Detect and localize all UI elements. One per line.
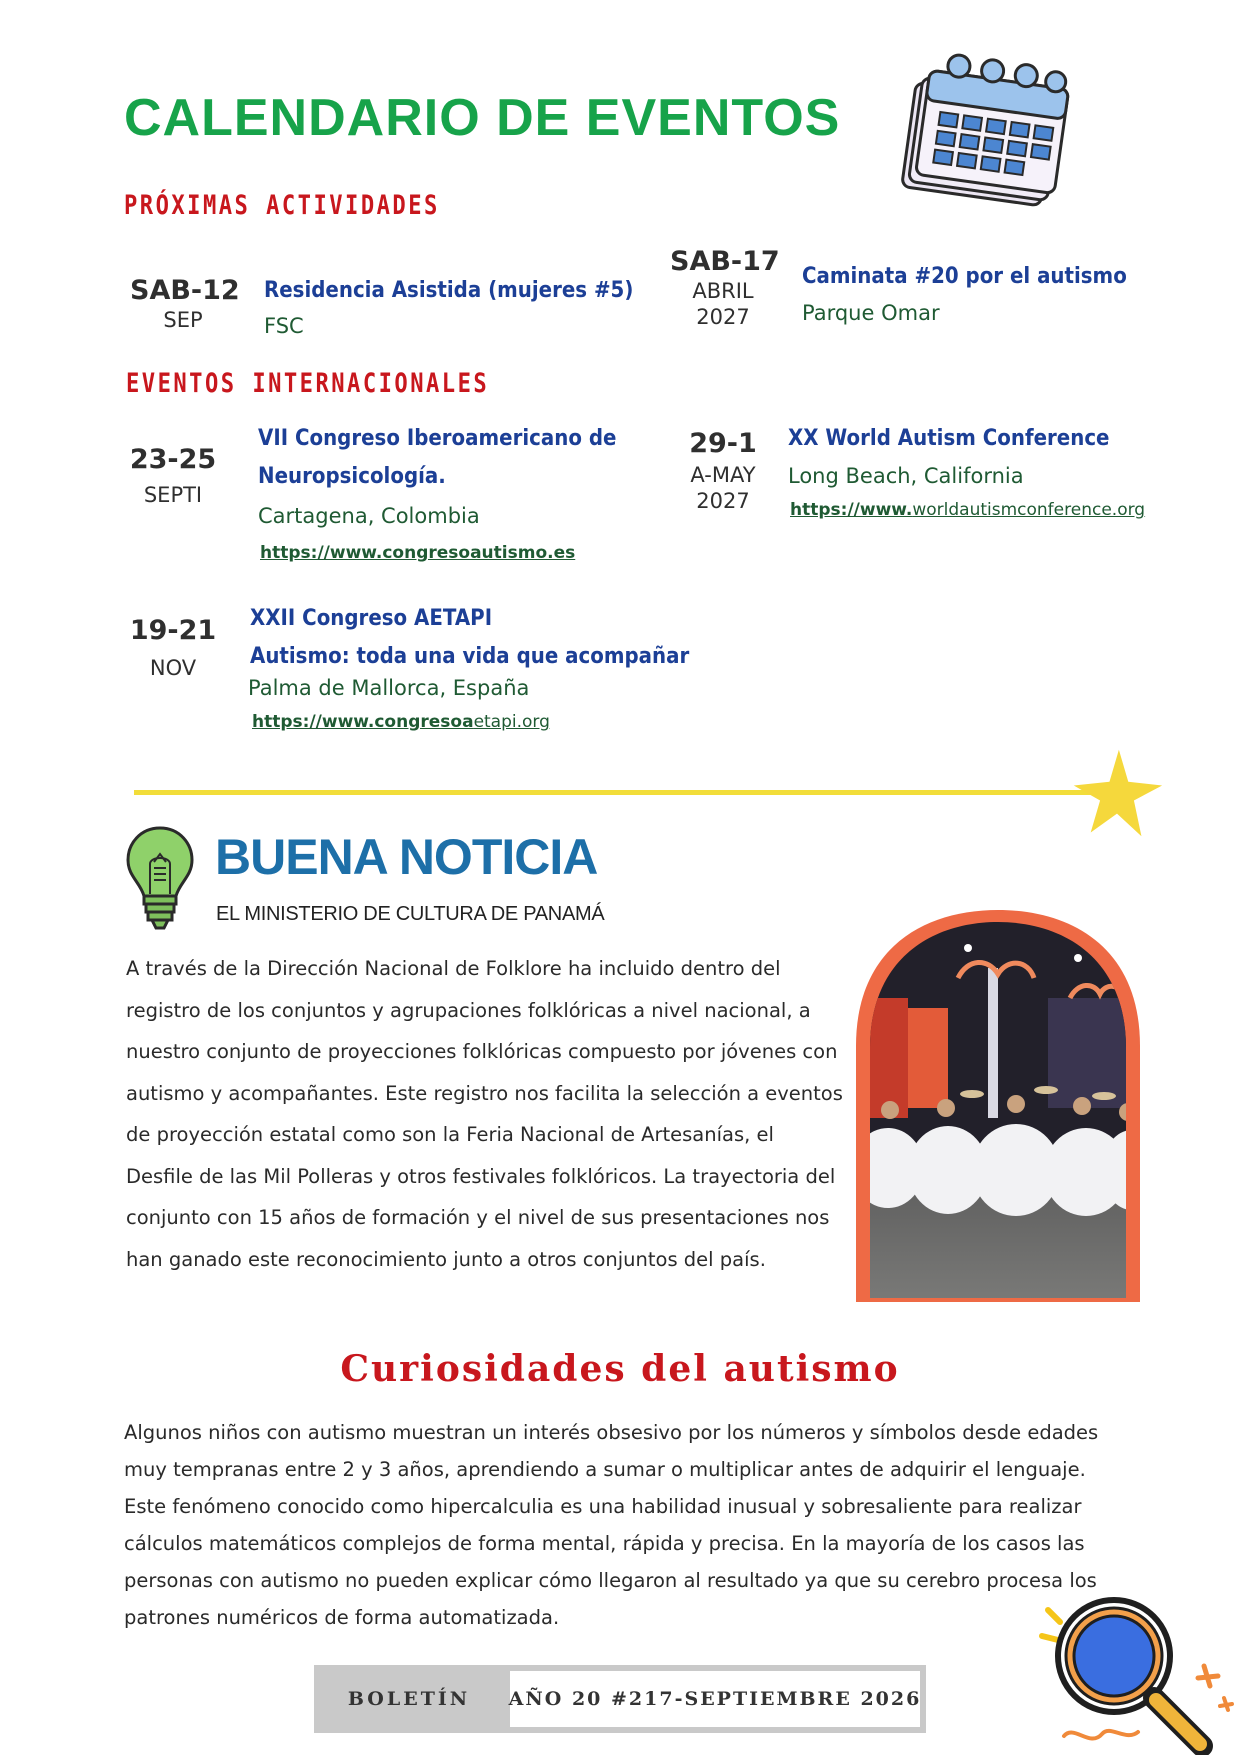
footer-label: BOLETÍN [347,1688,471,1710]
event-date: SAB-17 [670,246,780,277]
event-date: 19-21 [129,615,217,646]
event-link[interactable]: https://www.congresoaetapi.org [252,712,550,732]
event-title: Residencia Asistida (mujeres #5) [264,278,634,303]
event-link[interactable]: https://www.worldautismconference.org [790,500,1146,520]
star-icon [1070,746,1164,840]
event-place: Long Beach, California [788,464,1024,488]
page-title: CALENDARIO DE EVENTOS [124,89,841,147]
curiosidades-body: Algunos niños con autismo muestran un interés obsesivo por los números y símbolos desde edades muy tempranas entre 2 y 3 años, aprendiendo a sumar o multiplicar antes de adquirir el lenguaje. Este fenómeno conocido como hipercalculia es una habilidad inusual y sobresaliente para realizar cálculos matemáticos complejos de forma mental, rápida y precisa. En la mayoría de los casos las personas con autismo no pueden explicar cómo llegaron al resultado ya que su cerebro procesa los patrones numéricos de forma automatizada. [124,1421,1099,1629]
event-title: Autismo: toda una vida que acompañar [250,644,690,669]
event-month: SEP [163,308,203,332]
event-year: 2027 [696,489,750,513]
event-title: Caminata #20 por el autismo [802,264,1127,289]
event-card [670,246,780,329]
event-link[interactable]: https://www.congresoautismo.es [260,543,576,563]
section-heading-internacionales: EVENTOS INTERNACIONALES [126,368,490,399]
event-date: 29-1 [689,428,757,459]
magnifier-icon [1034,1590,1240,1755]
event-title: XXII Congreso AETAPI [250,606,493,631]
event-month: SEPTI [143,483,203,507]
event-photo [848,908,1148,1304]
event-card [130,275,240,332]
event-card [120,444,226,507]
event-place: FSC [264,314,304,338]
news-title: BUENA NOTICIA [215,829,598,885]
lightbulb-icon [124,824,196,932]
event-month: A-MAY [690,463,756,487]
event-date: SAB-12 [130,275,240,306]
event-title: XX World Autism Conference [788,426,1110,451]
event-month: NOV [149,656,197,680]
event-title: VII Congreso Iberoamericano de [258,426,617,451]
calendar-icon [890,52,1075,212]
section-heading-proximas: PRÓXIMAS ACTIVIDADES [124,190,440,221]
event-card [670,428,776,513]
event-card [120,615,226,680]
event-date: 23-25 [129,444,217,475]
curiosidades-title: Curiosidades del autismo [340,1348,900,1390]
news-subtitle: EL MINISTERIO DE CULTURA DE PANAMÁ [216,903,605,925]
event-place: Cartagena, Colombia [258,504,480,528]
event-month: ABRIL [692,279,754,303]
event-place: Parque Omar [802,301,940,325]
event-year: 2027 [696,305,750,329]
section-divider [134,790,1104,795]
news-body: A través de la Dirección Nacional de Folklore ha incluido dentro del registro de los conjuntos y agrupaciones folklóricas a nivel nacional, a nuestro conjunto de proyecciones folklóricas compuesto por jóvenes con autismo y acompañantes. Este registro nos facilita la selección a eventos de proyección estatal como son la Feria Nacional de Artesanías, el Desfile de las Mil Polleras y otros festivales folklóricos. La trayectoria del conjunto con 15 años de formación y el nivel de sus presentaciones nos han ganado este reconocimiento junto a otros conjuntos del país. [126,957,843,1271]
event-title: Neuropsicología. [258,464,446,489]
footer-issue: AÑO 20 #217-SEPTIEMBRE 2026 [510,1671,920,1727]
event-place: Palma de Mallorca, España [248,676,530,700]
